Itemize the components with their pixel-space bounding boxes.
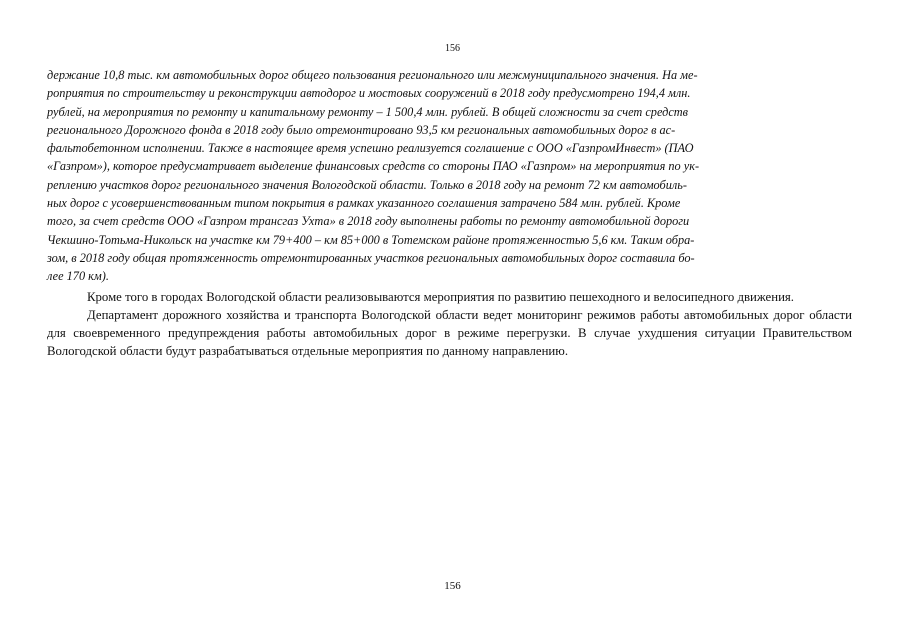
italic-line: ных дорог с усовершенствованным типом покрытия в рамках указанного соглашения затрачено 584 млн. рублей. Кроме: [47, 196, 681, 211]
page-number-top: 156: [445, 43, 460, 54]
italic-line: фальтобетонном исполнении. Также в настоящее время успешно реализуется соглашение с ООО «ГазпромИнвест» (ПАО: [47, 141, 694, 156]
page-number-bottom: 156: [444, 580, 461, 592]
italic-quote-block: [47, 66, 852, 286]
italic-line: рублей, на мероприятия по ремонту и капитальному ремонту – 1 500,4 млн. рублей. В общей сложности за счет средств: [47, 104, 689, 119]
italic-line: лее 170 км).: [47, 269, 109, 284]
italic-line: зом, в 2018 году общая протяженность отремонтированных участков региональных автомобильных дорог составила бо-: [47, 250, 695, 265]
italic-line: Чекшино-Тотьма-Никольск на участке км 79+400 – км 85+000 в Тотемском районе протяженностью 5,6 км. Таким обра-: [47, 232, 695, 247]
italic-line: роприятия по строительству и реконструкции автодорог и мостовых сооружений в 2018 году предусмотрено 194,4 млн.: [47, 86, 691, 101]
italic-line: «Газпром»), которое предусматривает выделение финансовых средств со стороны ПАО «Газпром» на мероприятия по ук-: [47, 159, 700, 174]
italic-line: того, за счет средств ООО «Газпром трансгаз Ухта» в 2018 году выполнены работы по ремонту автомобильной дороги: [47, 214, 690, 229]
italic-line: регионального Дорожного фонда в 2018 году было отремонтировано 93,5 км региональных автомобильных дорог в ас-: [47, 122, 676, 137]
paragraph-monitoring: Департамент дорожного хозяйства и транспорта Вологодской области ведет мониторинг режимов работы автомобильных дорог области для своевременного предупреждения работы автомобильных дорог в режиме перегрузки. В случае ухудшения ситуации Правительством Вологодской области будут разрабатываться отдельные мероприятия по данному направлению.: [47, 307, 852, 358]
document-body: [47, 66, 852, 360]
italic-line: реплению участков дорог регионального значения Вологодской области. Только в 2018 году на ремонт 72 км автомобиль-: [47, 177, 687, 192]
paragraph-pedestrian-cycling: Кроме того в городах Вологодской области реализовываются мероприятия по развитию пешеходного и велосипедного движения.: [87, 289, 795, 304]
italic-line: держание 10,8 тыс. км автомобильных дорог общего пользования регионального или межмуниципального значения. На ме-: [47, 68, 698, 82]
